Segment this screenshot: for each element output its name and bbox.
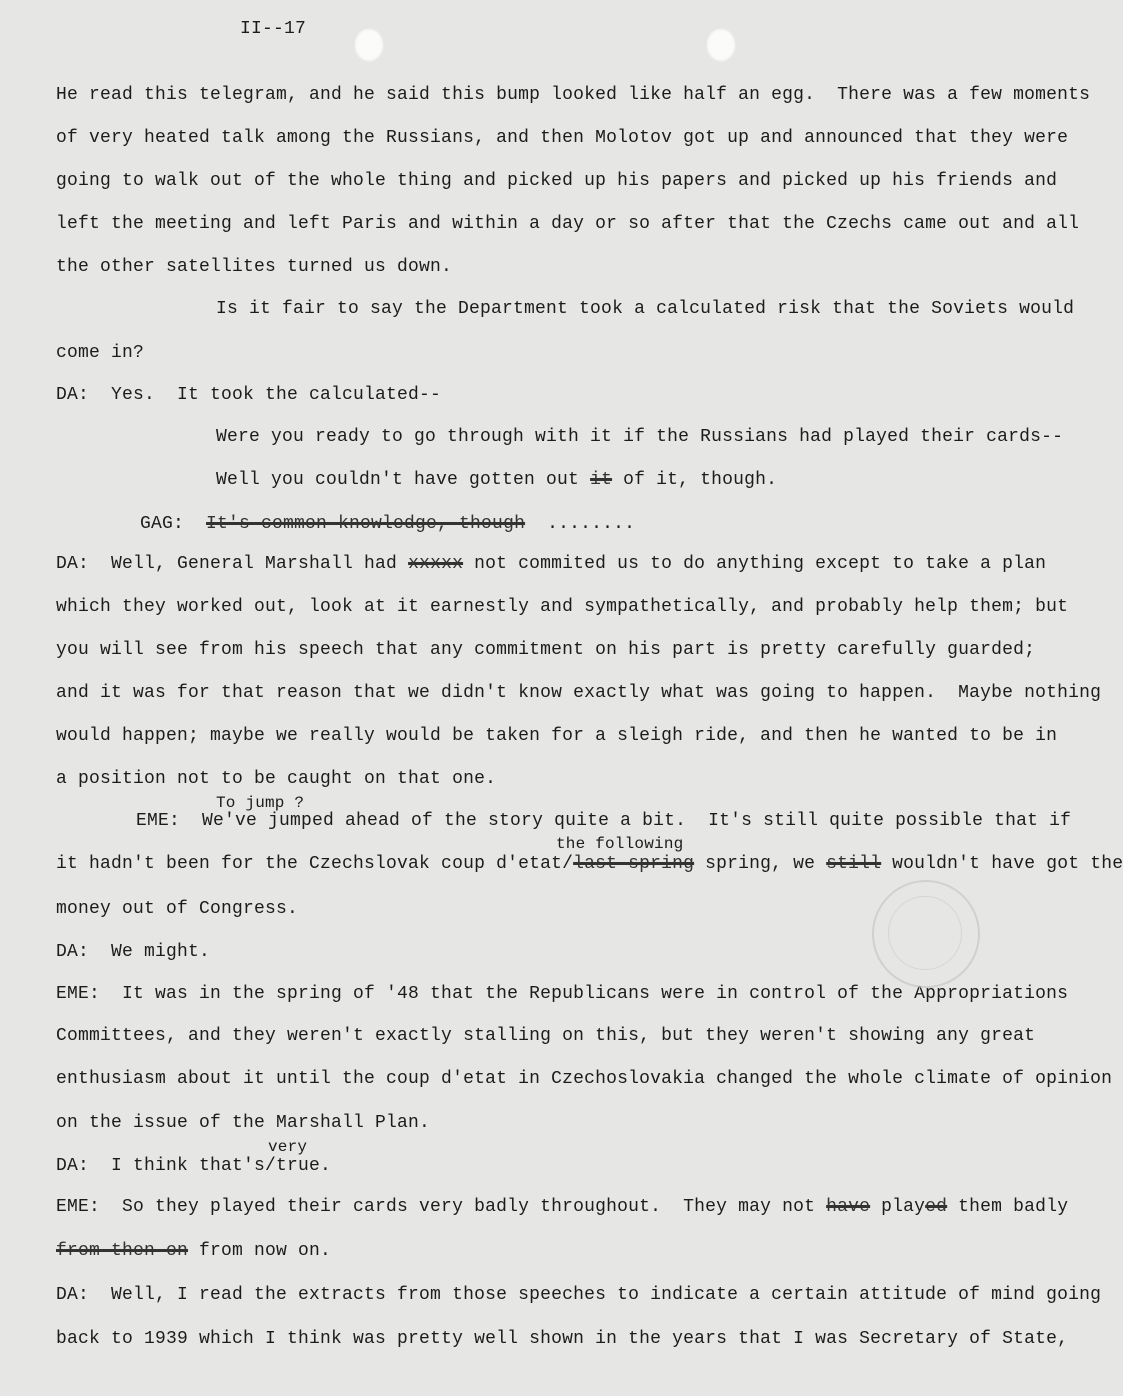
line-text: from now on. bbox=[188, 1241, 332, 1261]
speaker-line: EME: We've jumped ahead of the story quite a bit. It's still quite possible that if bbox=[136, 811, 1072, 831]
text-line: enthusiasm about it until the coup d'etat in Czechoslovakia changed the whole climate of opinion bbox=[56, 1069, 1113, 1089]
text-line: going to walk out of the whole thing and picked up his papers and picked up his friends and bbox=[56, 171, 1058, 191]
line-text: it hadn't been for the Czechslovak coup d'etat/ bbox=[56, 854, 574, 874]
line-text: ........ bbox=[525, 514, 636, 534]
text-line-with-strike bbox=[216, 469, 777, 491]
text-line: of very heated talk among the Russians, and then Molotov got up and announced that they were bbox=[56, 128, 1069, 148]
text-line: would happen; maybe we really would be taken for a sleigh ride, and then he wanted to be in bbox=[56, 726, 1058, 746]
punch-hole-right bbox=[706, 28, 736, 62]
struck-text: xxxxx bbox=[408, 554, 464, 574]
speaker-line: DA: Well, I read the extracts from those speeches to indicate a certain attitude of mind going bbox=[56, 1285, 1102, 1305]
speaker-line-with-strike bbox=[56, 553, 1046, 575]
speaker-line: DA: Yes. It took the calculated-- bbox=[56, 385, 442, 405]
struck-text: still bbox=[826, 854, 882, 874]
text-line-with-strike bbox=[56, 1240, 331, 1262]
text-line: He read this telegram, and he said this bump looked like half an egg. There was a few moments bbox=[56, 85, 1091, 105]
speaker-line: DA: We might. bbox=[56, 942, 211, 962]
interlinear-insert: very bbox=[268, 1138, 308, 1156]
speaker-line: DA: I think that's/true. bbox=[56, 1156, 332, 1176]
struck-text: it bbox=[590, 470, 613, 490]
line-text: EME: So they played their cards very badly throughout. They may not bbox=[56, 1197, 827, 1217]
line-text: DA: Well, General Marshall had bbox=[56, 554, 409, 574]
line-text: Well you couldn't have gotten out bbox=[216, 470, 591, 490]
text-line: Is it fair to say the Department took a calculated risk that the Soviets would bbox=[216, 299, 1075, 319]
line-text: wouldn't have got the bbox=[881, 854, 1123, 874]
text-line: and it was for that reason that we didn't know exactly what was going to happen. Maybe nothing bbox=[56, 683, 1102, 703]
text-line: Were you ready to go through with it if the Russians had played their cards-- bbox=[216, 427, 1064, 447]
line-text: spring, we bbox=[694, 854, 827, 874]
struck-text: It's common knowledge, though bbox=[206, 514, 526, 534]
punch-hole-left bbox=[354, 28, 384, 62]
line-text: not commited us to do anything except to take a plan bbox=[463, 554, 1047, 574]
interlinear-insert: To jump ? bbox=[216, 794, 305, 812]
faded-library-stamp bbox=[872, 880, 980, 988]
text-line: come in? bbox=[56, 343, 145, 363]
line-text: play bbox=[870, 1197, 926, 1217]
line-text: GAG: bbox=[140, 514, 207, 534]
speaker-line-with-strike bbox=[140, 513, 635, 535]
struck-text: have bbox=[826, 1197, 871, 1217]
line-text: of it, though. bbox=[612, 470, 778, 490]
struck-text: last spring bbox=[573, 854, 695, 874]
text-line: a position not to be caught on that one. bbox=[56, 769, 497, 789]
text-line: the other satellites turned us down. bbox=[56, 257, 453, 277]
struck-text: ed bbox=[925, 1197, 948, 1217]
text-line: Committees, and they weren't exactly stalling on this, but they weren't showing any great bbox=[56, 1026, 1036, 1046]
interlinear-insert: the following bbox=[556, 835, 684, 853]
text-line: money out of Congress. bbox=[56, 899, 299, 919]
text-line: you will see from his speech that any commitment on his part is pretty carefully guarded; bbox=[56, 640, 1036, 660]
speaker-line-with-strike bbox=[56, 1196, 1068, 1218]
text-line: left the meeting and left Paris and within a day or so after that the Czechs came out and all bbox=[56, 214, 1080, 234]
text-line: on the issue of the Marshall Plan. bbox=[56, 1113, 431, 1133]
text-line: which they worked out, look at it earnestly and sympathetically, and probably help them; but bbox=[56, 597, 1069, 617]
speaker-line: EME: It was in the spring of '48 that the Republicans were in control of the Appropriations bbox=[56, 984, 1069, 1004]
struck-text: from then on bbox=[56, 1241, 189, 1261]
page-number: II--17 bbox=[240, 19, 307, 39]
text-line-with-strike bbox=[56, 853, 1123, 875]
text-line: back to 1939 which I think was pretty well shown in the years that I was Secretary of State, bbox=[56, 1329, 1069, 1349]
line-text: them badly bbox=[947, 1197, 1069, 1217]
